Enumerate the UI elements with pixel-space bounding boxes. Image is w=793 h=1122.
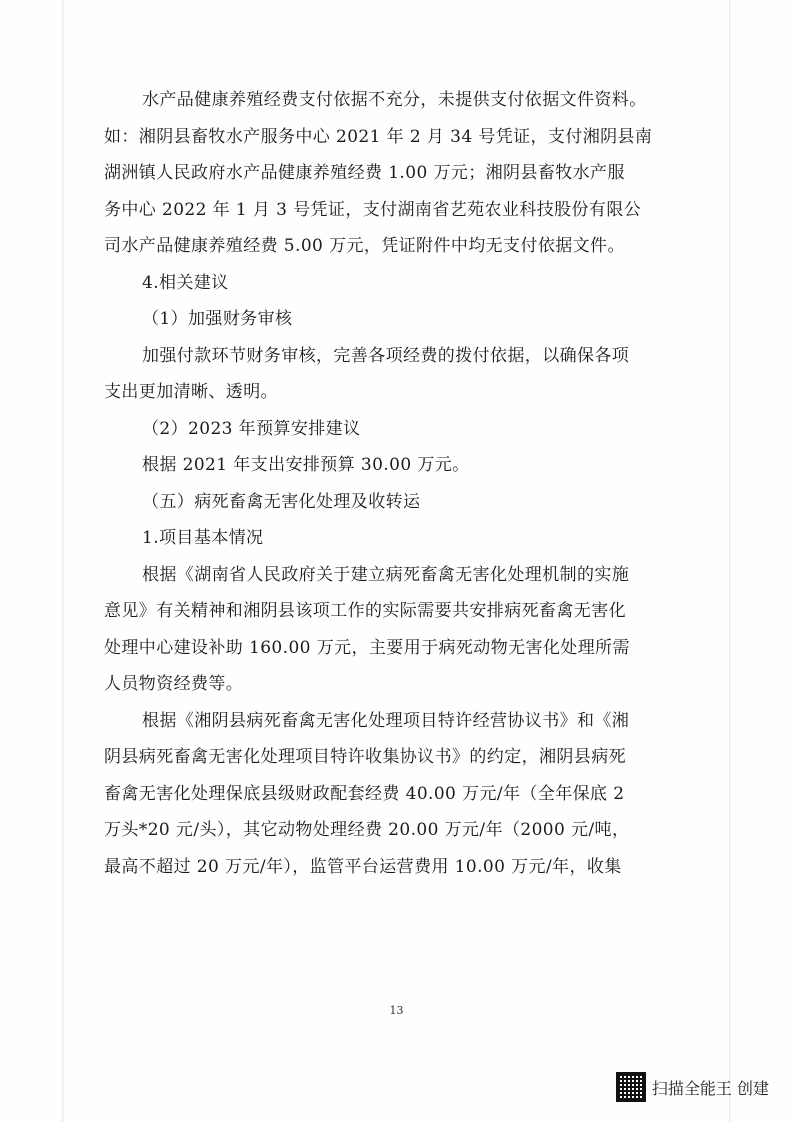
document-body xyxy=(104,90,653,893)
qr-code-icon xyxy=(616,1072,646,1102)
page-number: 13 xyxy=(389,1004,404,1017)
text-line: 湖洲镇人民政府水产品健康养殖经费 1.00 万元；湘阴县畜牧水产服 xyxy=(104,163,625,183)
text-line: 根据《湖南省人民政府关于建立病死畜禽无害化处理机制的实施 xyxy=(142,564,630,585)
text-line: 加强付款环节财务审核，完善各项经费的拨付依据，以确保各项 xyxy=(142,345,630,366)
scanner-watermark xyxy=(616,1072,769,1102)
text-line: 4.相关建议 xyxy=(142,272,229,293)
text-line: 人员物资经费等。 xyxy=(104,674,244,694)
text-line: （1）加强财务审核 xyxy=(142,309,293,329)
text-line: 根据 2021 年支出安排预算 30.00 万元。 xyxy=(142,455,470,475)
text-line: 水产品健康养殖经费支付依据不充分，未提供支付依据文件资料。 xyxy=(142,90,647,110)
watermark-text: 扫描全能王 创建 xyxy=(651,1078,769,1098)
text-line: 务中心 2022 年 1 月 3 号凭证，支付湖南省艺苑农业科技股份有限公 xyxy=(104,199,642,220)
text-line: （2）2023 年预算安排建议 xyxy=(142,418,361,439)
page-edge-right xyxy=(729,0,731,1122)
text-line: 1.项目基本情况 xyxy=(142,528,264,548)
text-line: 最高不超过 20 万元/年），监管平台运营费用 10.00 万元/年，收集 xyxy=(104,856,622,877)
text-line: 万头*20 元/头），其它动物处理经费 20.00 万元/年（2000 元/吨， xyxy=(104,820,630,840)
text-line: 根据《湘阴县病死畜禽无害化处理项目特许经营协议书》和《湘 xyxy=(142,710,630,731)
text-line: 畜禽无害化处理保底县级财政配套经费 40.00 万元/年（全年保底 2 xyxy=(104,783,625,804)
text-line: （五）病死畜禽无害化处理及收转运 xyxy=(142,491,421,512)
text-line: 处理中心建设补助 160.00 万元，主要用于病死动物无害化处理所需 xyxy=(104,637,630,658)
text-line: 司水产品健康养殖经费 5.00 万元，凭证附件中均无支付依据文件。 xyxy=(104,236,625,256)
text-line: 如：湘阴县畜牧水产服务中心 2021 年 2 月 34 号凭证，支付湘阴县南 xyxy=(104,126,653,147)
page-edge-left xyxy=(62,0,64,1122)
text-line: 阴县病死畜禽无害化处理项目特许收集协议书》的约定，湘阴县病死 xyxy=(104,747,626,767)
text-line: 支出更加清晰、透明。 xyxy=(104,382,278,402)
text-line: 意见》有关精神和湘阴县该项工作的实际需要共安排病死畜禽无害化 xyxy=(104,601,626,621)
